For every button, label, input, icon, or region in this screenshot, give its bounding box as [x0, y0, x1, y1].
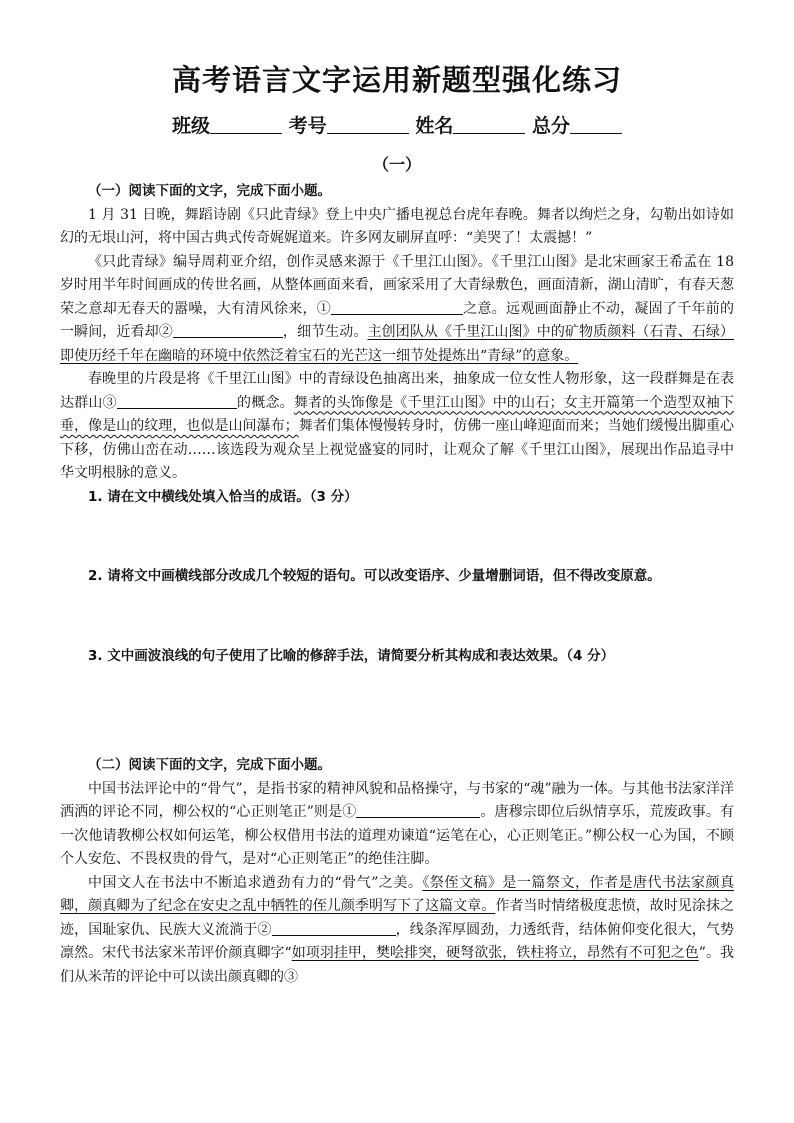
s2-underlined-sentence: 《祭侄文稿》是一篇祭文，作者是唐代书法家颜真卿，颜真卿为了纪念在安史之乱中牺牲的侄儿颜季明写下了这篇文章。: [60, 874, 734, 914]
s1p2-text-b: 之意。远观画面静止不动，凝固了千年前的一瞬间，近看却②: [60, 300, 734, 340]
s2p2-text-b: 作者当时情绪极度悲愤，故时见涂抹之迹，国耻家仇、民族大义流淌于②: [60, 898, 735, 938]
name-label: 姓名: [415, 115, 454, 137]
s2-underlined-quote: 如项羽挂甲，樊哙排突，硬弩欲张，铁柱将立，昂然有不可犯之色: [291, 945, 699, 961]
section1-paragraph-3: [60, 368, 734, 486]
blank-1[interactable]: [331, 299, 463, 315]
section1-paragraph-2: [60, 251, 734, 369]
s1p2-text-c: ，细节生动。: [282, 324, 368, 340]
score-label: 总分: [531, 115, 570, 137]
s2p1-text-a: 中国书法评论中的“骨气”，是指书家的精神风貌和品格操守，与书家的“魂”融为一体。与其他书法家洋洋洒洒的评论不同，柳公权的“心正则笔正”则是①: [60, 780, 734, 820]
exam-no-label: 考号: [288, 115, 327, 137]
question-3: 3. 文中画波浪线的句子使用了比喻的修辞手法，请简要分析其构成和表达效果。（4 分）: [88, 647, 615, 664]
blank-2[interactable]: [173, 322, 283, 338]
question-2: 2. 请将文中画横线部分改成几个较短的语句。可以改变语序、少量增删词语，但不得改变原意。: [88, 568, 661, 584]
wavy-underlined-sentence: 舞者的头饰像是《千里江山图》中的山石；女主开篇第一个造型双袖下垂，像是山的纹理，也似是山间瀑布；: [60, 394, 735, 434]
underlined-sentence: 主创团队从《千里江山图》中的矿物质颜料（石青、石绿）即使历经千年在幽暗的环境中依然泛着宝石的光芒这一细节处提炼出“青绿”的意象。: [60, 324, 735, 364]
class-blank[interactable]: [210, 115, 282, 134]
blank-s2-1[interactable]: [356, 802, 480, 818]
s1p3-text-c: 舞者们集体慢慢转身时，仿佛一座山峰迎面而来；当她们缓慢出脚重心下移，仿佛山峦在动……该选段为观众呈上视觉盛宴的同时，让观众了解《千里江山图》，展现出作品追寻中华文明根脉的意义。: [60, 418, 735, 481]
section1-heading: （一）阅读下面的文字，完成下面小题。: [88, 183, 331, 199]
question-1: 1. 请在文中横线处填入恰当的成语。（3 分）: [88, 488, 358, 505]
s1p3-text-a: 春晚里的片段是将《千里江山图》中的青绿设色抽离出来，抽象成一位女性人物形象，这一段群舞是在表达群山③: [60, 371, 734, 411]
s1p2-text-a: 《只此青绿》编导周莉亚介绍，创作灵感来源于《千里江山图》。《千里江山图》是北宋画家王希孟在 18 岁时用半年时间画成的传世名画，从整体画面来看，画家采用了大青绿敷色，画面清新，湖山清旷，有春天葱荣之意却无春天的嚣噪，大有清风徐来，①: [60, 253, 734, 317]
name-blank[interactable]: [453, 115, 525, 134]
part-label: （一）: [372, 155, 421, 174]
student-info-line: [0, 111, 794, 138]
page-title: 高考语言文字运用新题型强化练习: [171, 63, 622, 97]
class-label: 班级: [172, 115, 211, 137]
s2p2-text-c: ，线条浑厚圆劲，力透纸背，结体俯仰变化很大，气势凛然。宋代书法家米芾评价颜真卿字“: [60, 921, 735, 961]
s2p2-text-a: 中国文人在书法中不断追求遒劲有力的“骨气”之美。: [88, 874, 423, 891]
s2p1-text-b: 。唐穆宗即位后纵情享乐，荒废政事。有一次他请教柳公权如何运笔，柳公权借用书法的道理劝谏道“运笔在心，心正则笔正。”柳公权一心为国，不顾个人安危、不畏权贵的骨气，是对“心正则笔正”的绝佳注脚。: [60, 804, 734, 867]
section2-heading: （二）阅读下面的文字，完成下面小题。: [88, 757, 331, 773]
section2-paragraph-2: [60, 872, 734, 990]
section2-paragraph-1: [60, 778, 734, 872]
exam-no-blank[interactable]: [327, 115, 409, 134]
s2p2-text-d: ”。我们从米芾的评论中可以读出颜真卿的③: [60, 945, 734, 985]
score-blank[interactable]: [570, 115, 622, 134]
s1p3-text-b: 的概念。: [236, 394, 294, 411]
section1-paragraph-1: 1 月 31 日晚，舞蹈诗剧《只此青绿》登上中央广播电视总台虎年春晚。舞者以绚烂之身，勾勒出如诗如幻的无垠山河，将中国古典式传奇娓娓道来。许多网友刷屏直呼：“美哭了！太震撼！”: [60, 206, 734, 246]
blank-s2-2[interactable]: [272, 920, 396, 936]
main-content: [60, 180, 734, 989]
blank-3[interactable]: [117, 393, 237, 409]
